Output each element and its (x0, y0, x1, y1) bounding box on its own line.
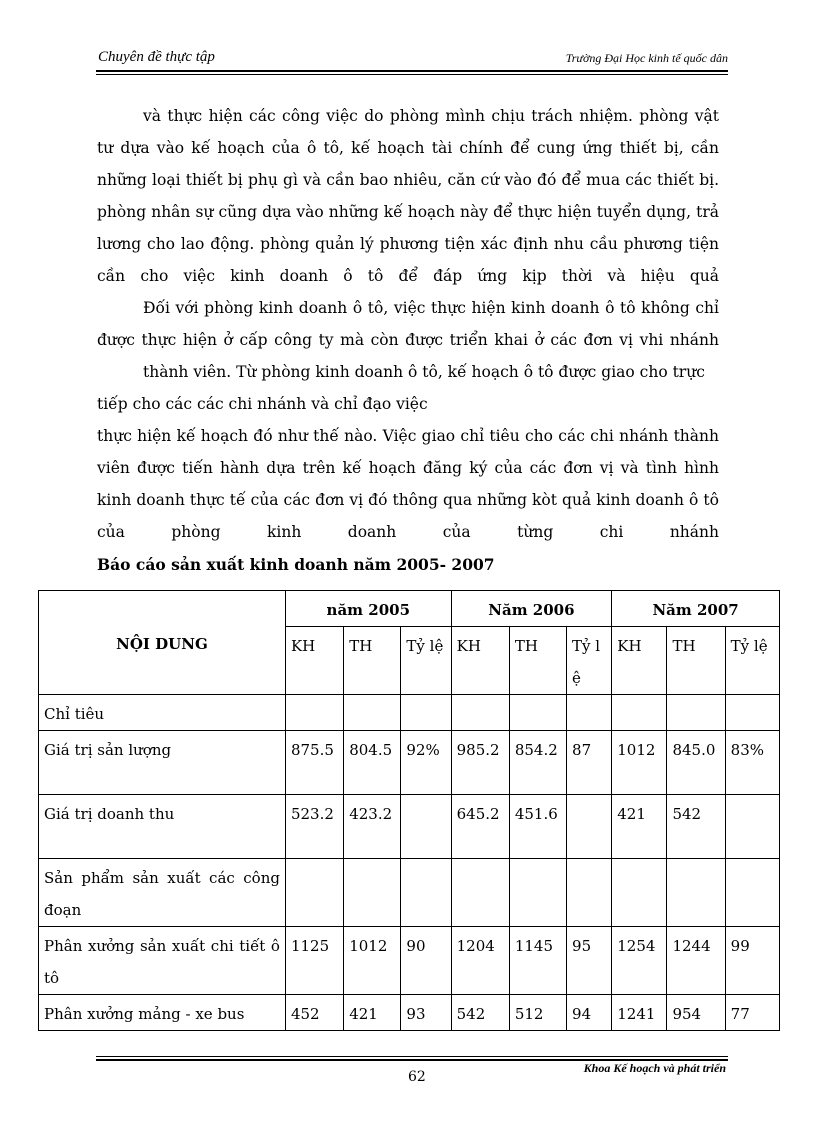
table-cell (344, 695, 401, 731)
report-table (38, 590, 780, 1031)
sub-header-cell: TH (344, 627, 401, 695)
table-row (39, 859, 780, 927)
table-cell: 875.5 (285, 731, 343, 795)
row-label: Sản phẩm sản xuất các công đoạn (39, 859, 286, 927)
footer-right: Khoa Kế hoạch và phát triển (583, 1061, 726, 1075)
table-cell: 985.2 (451, 731, 509, 795)
table-cell: 99 (725, 927, 779, 995)
table-cell: 1244 (667, 927, 725, 995)
table-cell (451, 859, 509, 927)
table-cell: 1241 (612, 995, 667, 1031)
table-cell: 645.2 (451, 795, 509, 859)
year-header: Năm 2007 (612, 591, 780, 627)
row-label: Giá trị sản lượng (39, 731, 286, 795)
table-cell: 542 (667, 795, 725, 859)
table-cell (725, 795, 779, 859)
table-cell: 1204 (451, 927, 509, 995)
table-cell: 1254 (612, 927, 667, 995)
table-row (39, 995, 780, 1031)
sub-header-cell: KH (285, 627, 343, 695)
table-cell: 87 (567, 731, 612, 795)
paragraph: thành viên. Từ phòng kinh doanh ô tô, kế hoạch ô tô được giao cho trực tiếp cho các các chi nhánh và chỉ đạo việc (97, 363, 705, 413)
table-cell: 954 (667, 995, 725, 1031)
table-cell (285, 695, 343, 731)
table-cell (344, 859, 401, 927)
table-cell: 542 (451, 995, 509, 1031)
table-cell: 512 (509, 995, 566, 1031)
table-cell (509, 695, 566, 731)
row-label: Phân xưởng mảng - xe bus (39, 995, 286, 1031)
table-cell: 421 (344, 995, 401, 1031)
table-cell: 92% (401, 731, 451, 795)
table-cell: 95 (567, 927, 612, 995)
table-cell (667, 859, 725, 927)
table-cell: 1145 (509, 927, 566, 995)
sub-header-cell: Tỷ lệ (401, 627, 451, 695)
header-rule (96, 70, 728, 72)
table-cell (509, 859, 566, 927)
table-cell (667, 695, 725, 731)
table-cell: 1012 (612, 731, 667, 795)
table-cell (567, 859, 612, 927)
table-cell: 83% (725, 731, 779, 795)
table-cell: 94 (567, 995, 612, 1031)
sub-header-cell: KH (612, 627, 667, 695)
table-cell (285, 859, 343, 927)
table-cell: 1012 (344, 927, 401, 995)
sub-header-cell: TH (509, 627, 566, 695)
header-left: Chuyên đề thực tập (98, 49, 215, 65)
table-title: Báo cáo sản xuất kinh doanh năm 2005- 2007 (97, 555, 495, 574)
page-number: 62 (408, 1069, 426, 1085)
sub-header-cell: TH (667, 627, 725, 695)
paragraph: và thực hiện các công việc do phòng mình chịu trách nhiệm. phòng vật tư dựa vào kế hoạch của ô tô, kế hoạch tài chính để cung ứng thiết bị, cần những loại thiết bị phụ gì và cần bao nhiêu, căn cứ vào đó để mua các thiết bị. phòng nhân sự cũng dựa vào những kế hoạch này để thực hiện tuyển dụng, trả lương cho lao động. phòng quản lý phương tiện xác định nhu cầu phương tiện cần cho việc kinh doanh ô tô để đáp ứng kịp thời và hiệu quả (97, 107, 719, 285)
table-cell: 854.2 (509, 731, 566, 795)
table-row (39, 695, 780, 731)
table-row (39, 731, 780, 795)
table-cell (401, 795, 451, 859)
table-cell: 804.5 (344, 731, 401, 795)
table-cell (725, 859, 779, 927)
year-header-row (39, 591, 780, 627)
table-cell (451, 695, 509, 731)
table-row (39, 927, 780, 995)
table-cell: 451.6 (509, 795, 566, 859)
table-cell (567, 795, 612, 859)
table-cell (612, 695, 667, 731)
table-cell: 523.2 (285, 795, 343, 859)
table-cell: 93 (401, 995, 451, 1031)
table-cell (401, 695, 451, 731)
paragraph: Đối với phòng kinh doanh ô tô, việc thực hiện kinh doanh ô tô không chỉ được thực hiện ở cấp công ty mà còn được triển khai ở các đơn vị vhi nhánh (97, 299, 719, 349)
sub-header-cell: Tỷ lệ (567, 627, 612, 695)
table-cell: 421 (612, 795, 667, 859)
table-cell (725, 695, 779, 731)
row-label: Phân xưởng sản xuất chi tiết ô tô (39, 927, 286, 995)
footer-rule-thin (96, 1056, 728, 1057)
content-header: NỘI DUNG (39, 591, 286, 695)
year-header: Năm 2006 (451, 591, 612, 627)
table-cell: 845.0 (667, 731, 725, 795)
row-label: Chỉ tiêu (39, 695, 286, 731)
header-right: Trường Đại Học kinh tế quốc dân (565, 51, 728, 65)
table-cell: 1125 (285, 927, 343, 995)
page-header (96, 48, 728, 70)
row-label: Giá trị doanh thu (39, 795, 286, 859)
body-text (97, 100, 719, 548)
table-row (39, 795, 780, 859)
sub-header-cell: KH (451, 627, 509, 695)
table-cell: 452 (285, 995, 343, 1031)
sub-header-cell: Tỷ lệ (725, 627, 779, 695)
table-cell (567, 695, 612, 731)
table-cell (401, 859, 451, 927)
header-rule-thin (96, 74, 728, 75)
year-header: năm 2005 (285, 591, 451, 627)
table-cell (612, 859, 667, 927)
table-cell: 90 (401, 927, 451, 995)
table-cell: 423.2 (344, 795, 401, 859)
paragraph: thực hiện kế hoạch đó như thế nào. Việc giao chỉ tiêu cho các chi nhánh thành viên được tiến hành dựa trên kế hoạch đăng ký của các đơn vị và tình hình kinh doanh thực tế của các đơn vị đó thông qua những kòt quả kinh doanh ô tô của phòng kinh doanh của từng chi nhánh (97, 427, 719, 541)
table-cell: 77 (725, 995, 779, 1031)
